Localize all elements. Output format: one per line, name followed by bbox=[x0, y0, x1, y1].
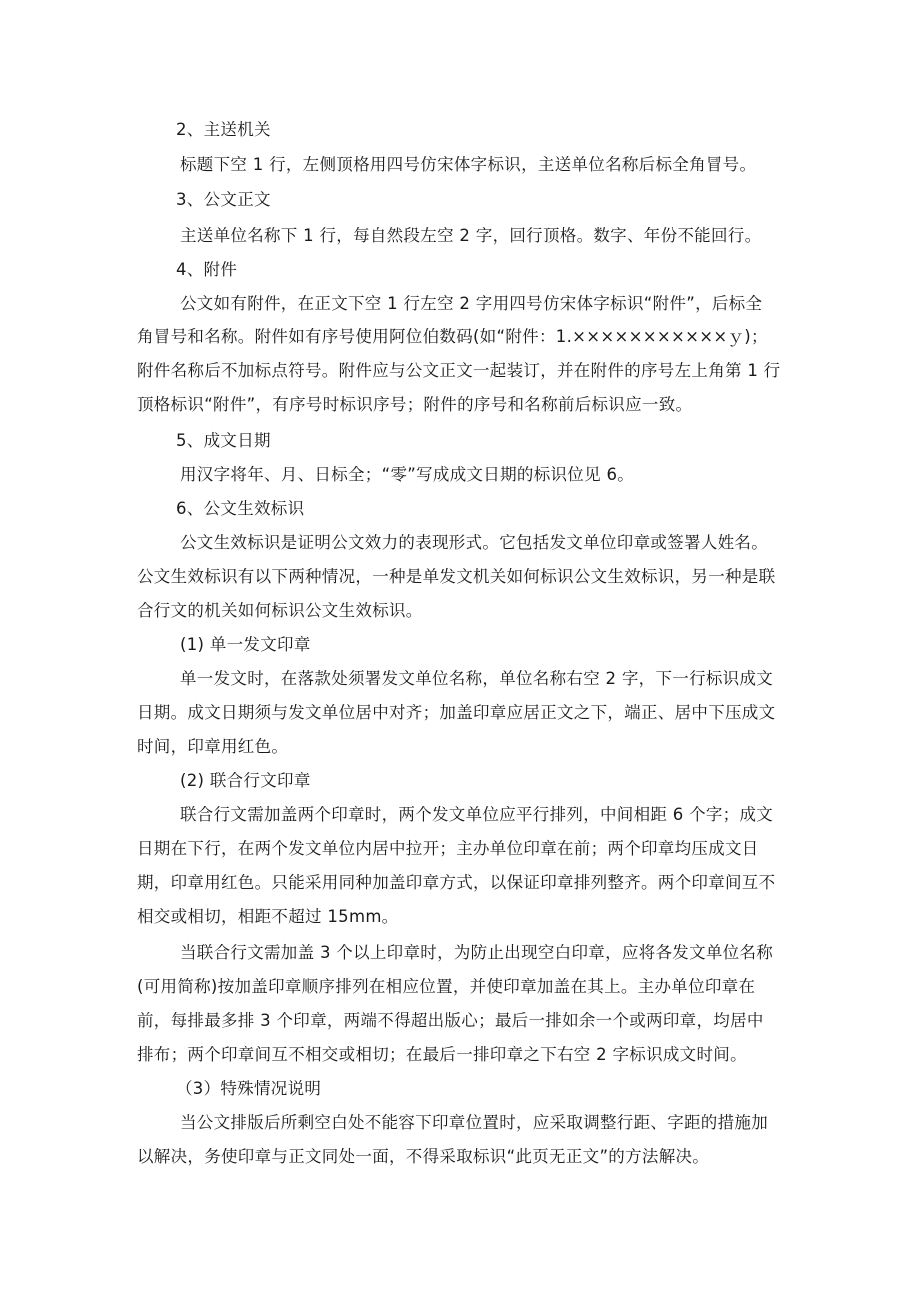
paragraph-line: 日期。成文日期须与发文单位居中对齐；加盖印章应居正文之下，端正、居中下压成文 bbox=[137, 703, 776, 722]
paragraph-line: 附件名称后不加标点符号。附件应与公文正文一起装订，并在附件的序号左上角第 1 行 bbox=[137, 361, 781, 380]
section-heading: 2、主送机关 bbox=[176, 120, 271, 139]
paragraph-line: 公文如有附件，在正文下空 1 行左空 2 字用四号仿宋体字标识“附件”，后标全 bbox=[180, 294, 763, 313]
paragraph-line: 前，每排最多排 3 个印章，两端不得超出版心；最后一排如余一个或两印章，均居中 bbox=[137, 1011, 764, 1030]
paragraph-line: (可用简称)按加盖印章顺序排列在相应位置，并使印章加盖在其上。主办单位印章在 bbox=[137, 977, 756, 996]
subsection-heading: （3）特殊情况说明 bbox=[176, 1079, 322, 1098]
section-heading: 3、公文正文 bbox=[176, 190, 271, 209]
paragraph-line: 联合行文需加盖两个印章时，两个发文单位应平行排列，中间相距 6 个字；成文 bbox=[180, 805, 774, 824]
paragraph-line: 日期在下行，在两个发文单位内居中拉开；主办单位印章在前；两个印章均压成文日 bbox=[137, 839, 759, 858]
paragraph-line: 相交或相切，相距不超过 15mm。 bbox=[137, 907, 399, 926]
paragraph-line: 当联合行文需加盖 3 个以上印章时，为防止出现空白印章，应将各发文单位名称 bbox=[180, 943, 774, 962]
subsection-heading: (2) 联合行文印章 bbox=[180, 771, 311, 790]
paragraph-line: 主送单位名称下 1 行，每自然段左空 2 字，回行顶格。数字、年份不能回行。 bbox=[180, 226, 762, 245]
paragraph-line: 单一发文时，在落款处须署发文单位名称，单位名称右空 2 字，下一行标识成文 bbox=[180, 669, 774, 688]
section-heading: 5、成文日期 bbox=[176, 431, 271, 450]
paragraph-line: 排布；两个印章间互不相交或相切；在最后一排印章之下右空 2 字标识成文时间。 bbox=[137, 1045, 747, 1064]
paragraph-line: 顶格标识“附件”，有序号时标识序号；附件的序号和名称前后标识应一致。 bbox=[137, 395, 693, 414]
paragraph-line: 标题下空 1 行，左侧顶格用四号仿宋体字标识，主送单位名称后标全角冒号。 bbox=[180, 155, 757, 174]
paragraph-line: 用汉字将年、月、日标全；“零”写成成文日期的标识位见 6。 bbox=[180, 465, 635, 484]
paragraph-line: 以解决，务使印章与正文同处一面，不得采取标识“此页无正文”的方法解决。 bbox=[137, 1147, 710, 1166]
paragraph-line: 时间，印章用红色。 bbox=[137, 737, 289, 756]
subsection-heading: (1) 单一发文印章 bbox=[180, 635, 311, 654]
paragraph-line: 合行文的机关如何标识公文生效标识。 bbox=[137, 601, 423, 620]
paragraph-line: 公文生效标识是证明公文效力的表现形式。它包括发文单位印章或签署人姓名。 bbox=[180, 533, 768, 552]
section-heading: 4、附件 bbox=[176, 260, 238, 279]
paragraph-line: 当公文排版后所剩空白处不能容下印章位置时，应采取调整行距、字距的措施加 bbox=[180, 1113, 768, 1132]
paragraph-line: 角冒号和名称。附件如有序号使用阿位伯数码(如“附件：1.×××××××××××ｙ)； bbox=[137, 327, 768, 346]
paragraph-line: 公文生效标识有以下两种情况，一种是单发文机关如何标识公文生效标识，另一种是联 bbox=[137, 567, 776, 586]
paragraph-line: 期，印章用红色。只能采用同种加盖印章方式，以保证印章排列整齐。两个印章间互不 bbox=[137, 873, 776, 892]
section-heading: 6、公文生效标识 bbox=[176, 499, 305, 518]
